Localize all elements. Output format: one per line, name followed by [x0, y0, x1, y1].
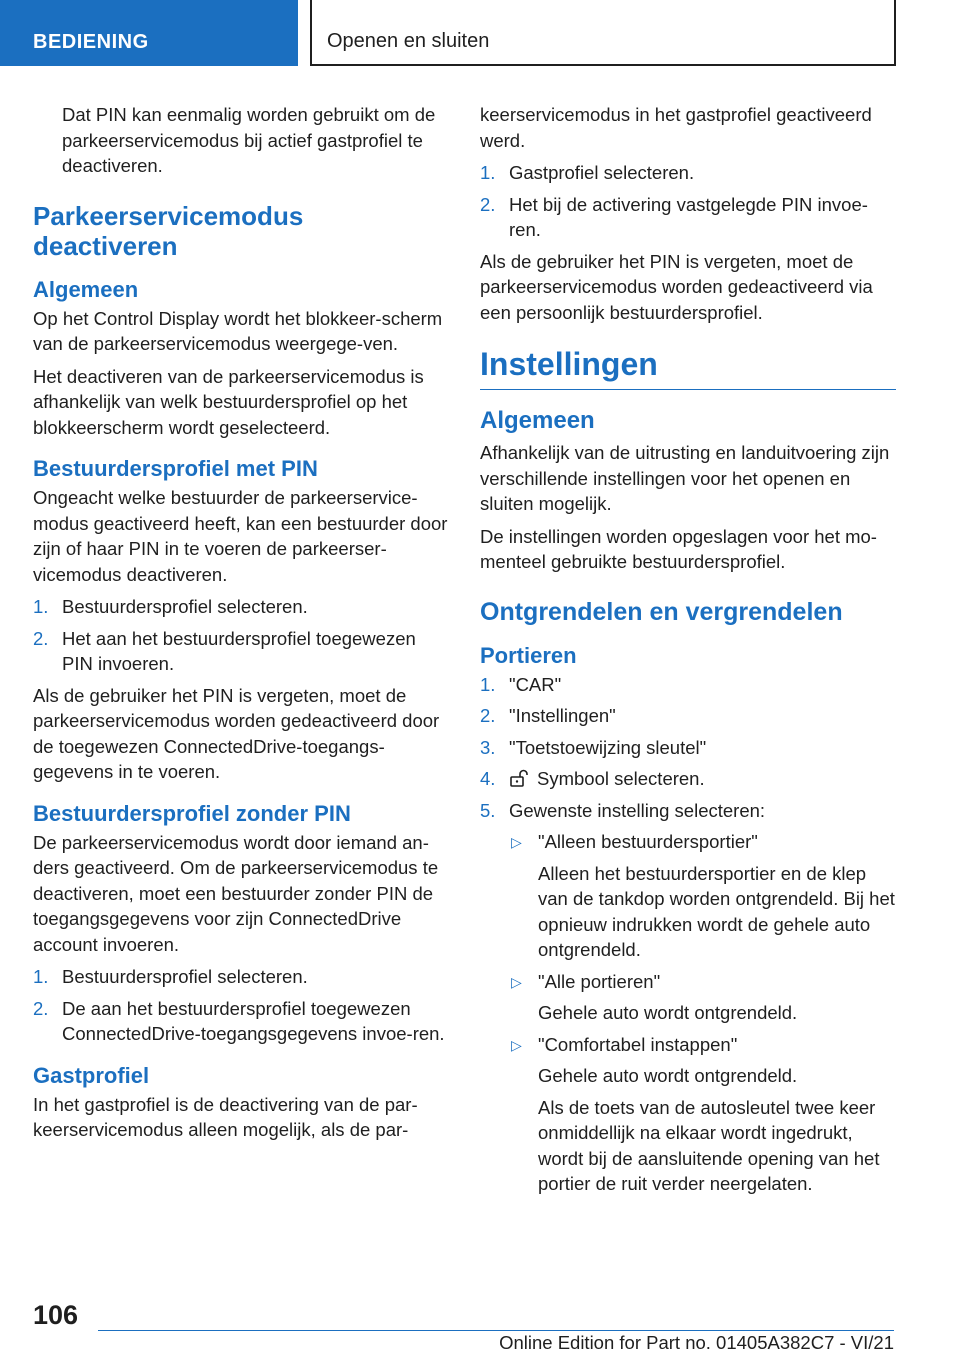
step-number: 1.: [480, 673, 496, 695]
list-item: [480, 798, 896, 1197]
step-number: 2.: [480, 193, 496, 215]
option-description: Alleen het bestuurdersportier en de klep van de tankdop worden ontgrendeld. Bij het opnieuw indrukken wordt de gehele auto ontgrendeld.: [538, 862, 895, 960]
pin-paragraph: Ongeacht welke bestuurder de parkeerservice-modus geactiveerd heeft, kan een bestuurder door zijn of haar PIN in te voeren de parkeerser-vicemodus deactiveren.: [33, 487, 448, 585]
step-number: 1.: [33, 966, 49, 987]
step-text: Gewenste instelling selecteren:: [509, 799, 766, 821]
heading-guest-profile: Gastprofiel: [33, 1062, 150, 1088]
step-text: "CAR": [509, 673, 562, 695]
list-item: [480, 703, 896, 729]
step-number: 2.: [33, 627, 49, 649]
triangle-right-icon: ▷: [511, 973, 522, 990]
list-item: [33, 964, 449, 990]
step-text: "Instellingen": [509, 705, 616, 726]
heading-profile-with-pin: Bestuurdersprofiel met PIN: [33, 456, 318, 481]
pin-paragraph-2: Als de gebruiker het PIN is vergeten, moet de parkeerservicemodus worden gedeactiveerd door de toegewezen ConnectedDrive-toegangs-gegevens in te voeren.: [33, 684, 440, 782]
chapter-tab: Openen en sluiten: [310, 0, 896, 66]
section-tab: BEDIENING: [0, 0, 298, 66]
option-title: "Alleen bestuurdersportier": [538, 831, 758, 852]
right-column: [480, 102, 896, 1203]
list-item: [480, 672, 896, 698]
triangle-right-icon: ▷: [511, 1036, 522, 1053]
heading-profile-without-pin: Bestuurdersprofiel zonder PIN: [33, 800, 351, 826]
option-description: Gehele auto wordt ontgrendeld.: [538, 1065, 798, 1086]
step-number: 2.: [33, 997, 49, 1019]
general-paragraph-2: Het deactiveren van de parkeerservicemodus is afhankelijk van welk bestuurdersprofiel op het blokkeerscherm wordt geselecteerd.: [33, 365, 424, 438]
step-text: Bestuurdersprofiel selecteren.: [62, 966, 308, 987]
step-text: Gastprofiel selecteren.: [509, 162, 695, 183]
guest-steps: [480, 160, 896, 243]
nopin-steps: [33, 964, 449, 1047]
settings-paragraph-1: Afhankelijk van de uitrusting en landuitvoering zijn verschillende instellingen voor het openen en sluiten mogelijk.: [480, 442, 890, 514]
list-item: [33, 594, 449, 620]
pin-steps: [33, 594, 449, 677]
triangle-right-icon: ▷: [511, 834, 522, 850]
nopin-paragraph: De parkeerservicemodus wordt door iemand an-ders geactiveerd. Om de parkeerservicemodus te deactiveren, moet een bestuurder zonder PIN de toegangsgegevens voor zijn ConnectedDrive account invoeren.: [33, 831, 439, 955]
option-list: [509, 829, 896, 1197]
door-steps: [480, 672, 896, 1197]
page-header: [0, 0, 960, 66]
heading-settings: Instellingen: [480, 345, 896, 390]
guest-paragraph: In het gastprofiel is de deactivering van de par-keerservicemodus alleen mogelijk, als de par-: [33, 1093, 418, 1140]
settings-paragraph-2: De instellingen worden opgeslagen voor het mo-menteel gebruikte bestuurdersprofiel.: [480, 525, 877, 572]
unlock-icon: [509, 768, 529, 786]
page-number: 106: [33, 1300, 79, 1330]
step-number: 2.: [480, 705, 496, 726]
step-text: "Toetstoewijzing sleutel": [509, 736, 707, 758]
guest-continued: keerservicemodus in het gastprofiel geactiveerd werd.: [480, 104, 872, 151]
option-item: [509, 969, 896, 1026]
step-number: 3.: [480, 736, 496, 758]
step-text: Het aan het bestuurdersprofiel toegewezen PIN invoeren.: [62, 627, 416, 674]
step-number: 5.: [480, 799, 496, 821]
heading-general: Algemeen: [33, 276, 139, 302]
step-text: Het bij de activering vastgelegde PIN invoe-ren.: [509, 193, 868, 240]
step-number: 4.: [480, 768, 496, 789]
footer-divider: [98, 1330, 894, 1331]
option-title: "Comfortabel instappen": [538, 1033, 738, 1055]
list-item: [480, 160, 896, 186]
intro-text: Dat PIN kan eenmalig worden gebruikt om de parkeerservicemodus bij actief gastprofiel te deactiveren.: [62, 104, 436, 176]
left-column: [33, 102, 449, 1150]
guest-paragraph-2: Als de gebruiker het PIN is vergeten, moet de parkeerservicemodus worden gedeactiveerd via een persoonlijk bestuurdersprofiel.: [480, 250, 873, 323]
option-title: "Alle portieren": [538, 970, 661, 992]
edition-text: Online Edition for Part no. 01405A382C7 - VI/21: [499, 1332, 894, 1353]
step-text: Symbool selecteren.: [537, 768, 705, 789]
step-text: Bestuurdersprofiel selecteren.: [62, 596, 308, 617]
step-number: 1.: [33, 596, 49, 617]
list-item: [480, 192, 896, 243]
heading-parking-service-deactivate: Parkeerservicemodus deactiveren: [33, 200, 304, 261]
step-number: 1.: [480, 162, 496, 183]
heading-general: Algemeen: [480, 407, 595, 434]
list-item: [480, 735, 896, 761]
heading-doors: Portieren: [480, 642, 577, 668]
heading-unlock-lock: Ontgrendelen en vergrendelen: [480, 597, 843, 626]
general-paragraph-1: Op het Control Display wordt het blokkeer-scherm van de parkeerservicemodus weergege-ven.: [33, 307, 443, 354]
option-item: [509, 829, 896, 963]
option-description: Als de toets van de autosleutel twee keer onmiddellijk na elkaar wordt ingedrukt, wordt bij de aansluitende opening van het portier de ruit verder neergelaten.: [538, 1096, 880, 1194]
option-description: Gehele auto wordt ontgrendeld.: [538, 1002, 798, 1023]
list-item: [33, 996, 449, 1047]
step-text: De aan het bestuurdersprofiel toegewezen ConnectedDrive-toegangsgegevens invoe-ren.: [62, 997, 445, 1044]
list-item: [33, 626, 449, 677]
option-item: [509, 1032, 896, 1197]
list-item: [480, 766, 896, 792]
